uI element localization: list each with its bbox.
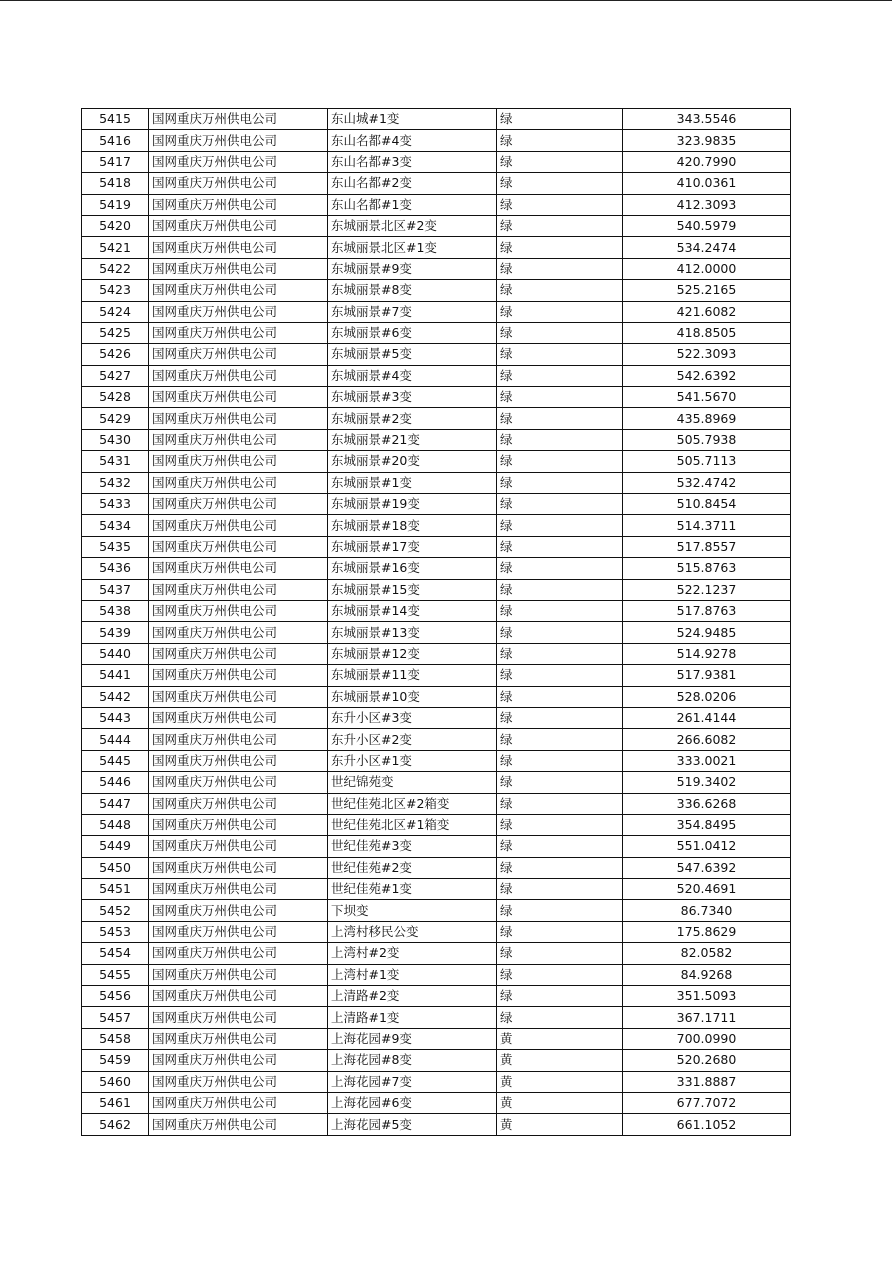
transformer-name-cell: 世纪佳苑北区#1箱变 — [328, 814, 497, 835]
row-number-cell: 5440 — [82, 643, 149, 664]
company-cell: 国网重庆万州供电公司 — [149, 387, 328, 408]
transformer-name-cell: 东城丽景#10变 — [328, 686, 497, 707]
table-row — [82, 494, 791, 515]
row-number-cell: 5439 — [82, 622, 149, 643]
status-level-cell: 黄 — [497, 1028, 623, 1049]
value-cell: 534.2474 — [623, 237, 791, 258]
value-cell: 367.1711 — [623, 1007, 791, 1028]
row-number-cell: 5428 — [82, 387, 149, 408]
company-cell: 国网重庆万州供电公司 — [149, 879, 328, 900]
row-number-cell: 5461 — [82, 1092, 149, 1113]
value-cell: 412.0000 — [623, 258, 791, 279]
transformer-name-cell: 上湾村移民公变 — [328, 921, 497, 942]
transformer-name-cell: 上海花园#6变 — [328, 1092, 497, 1113]
table-row — [82, 836, 791, 857]
transformer-name-cell: 东城丽景#11变 — [328, 665, 497, 686]
status-level-cell: 绿 — [497, 194, 623, 215]
transformer-name-cell: 东升小区#3变 — [328, 707, 497, 728]
row-number-cell: 5423 — [82, 280, 149, 301]
status-level-cell: 绿 — [497, 215, 623, 236]
status-level-cell: 绿 — [497, 943, 623, 964]
status-level-cell: 绿 — [497, 729, 623, 750]
row-number-cell: 5425 — [82, 322, 149, 343]
value-cell: 82.0582 — [623, 943, 791, 964]
row-number-cell: 5416 — [82, 130, 149, 151]
value-cell: 528.0206 — [623, 686, 791, 707]
transformer-name-cell: 东城丽景#6变 — [328, 322, 497, 343]
company-cell: 国网重庆万州供电公司 — [149, 1092, 328, 1113]
value-cell: 418.8505 — [623, 322, 791, 343]
table-row — [82, 365, 791, 386]
company-cell: 国网重庆万州供电公司 — [149, 750, 328, 771]
status-level-cell: 绿 — [497, 151, 623, 172]
company-cell: 国网重庆万州供电公司 — [149, 130, 328, 151]
company-cell: 国网重庆万州供电公司 — [149, 194, 328, 215]
table-row — [82, 707, 791, 728]
row-number-cell: 5441 — [82, 665, 149, 686]
value-cell: 343.5546 — [623, 109, 791, 130]
value-cell: 540.5979 — [623, 215, 791, 236]
row-number-cell: 5424 — [82, 301, 149, 322]
company-cell: 国网重庆万州供电公司 — [149, 836, 328, 857]
transformer-name-cell: 东城丽景#18变 — [328, 515, 497, 536]
company-cell: 国网重庆万州供电公司 — [149, 600, 328, 621]
transformer-name-cell: 东城丽景#20变 — [328, 451, 497, 472]
transformer-name-cell: 上海花园#5变 — [328, 1114, 497, 1135]
table-row — [82, 1007, 791, 1028]
value-cell: 410.0361 — [623, 173, 791, 194]
company-cell: 国网重庆万州供电公司 — [149, 472, 328, 493]
status-level-cell: 绿 — [497, 558, 623, 579]
status-level-cell: 绿 — [497, 579, 623, 600]
status-level-cell: 绿 — [497, 237, 623, 258]
transformer-name-cell: 上清路#1变 — [328, 1007, 497, 1028]
table-row — [82, 921, 791, 942]
transformer-name-cell: 世纪佳苑#1变 — [328, 879, 497, 900]
table-row — [82, 322, 791, 343]
transformer-name-cell: 上清路#2变 — [328, 986, 497, 1007]
row-number-cell: 5452 — [82, 900, 149, 921]
status-level-cell: 黄 — [497, 1092, 623, 1113]
status-level-cell: 绿 — [497, 707, 623, 728]
table-row — [82, 643, 791, 664]
table-row — [82, 986, 791, 1007]
company-cell: 国网重庆万州供电公司 — [149, 558, 328, 579]
row-number-cell: 5455 — [82, 964, 149, 985]
status-level-cell: 绿 — [497, 772, 623, 793]
status-level-cell: 绿 — [497, 301, 623, 322]
status-level-cell: 绿 — [497, 814, 623, 835]
company-cell: 国网重庆万州供电公司 — [149, 109, 328, 130]
table-row — [82, 515, 791, 536]
value-cell: 421.6082 — [623, 301, 791, 322]
transformer-name-cell: 上海花园#8变 — [328, 1050, 497, 1071]
value-cell: 333.0021 — [623, 750, 791, 771]
status-level-cell: 绿 — [497, 109, 623, 130]
value-cell: 547.6392 — [623, 857, 791, 878]
table-row — [82, 130, 791, 151]
company-cell: 国网重庆万州供电公司 — [149, 344, 328, 365]
table-row — [82, 879, 791, 900]
company-cell: 国网重庆万州供电公司 — [149, 301, 328, 322]
transformer-name-cell: 东山名都#4变 — [328, 130, 497, 151]
transformer-name-cell: 东城丽景#5变 — [328, 344, 497, 365]
transformer-name-cell: 下坝变 — [328, 900, 497, 921]
transformer-name-cell: 东城丽景#13变 — [328, 622, 497, 643]
row-number-cell: 5459 — [82, 1050, 149, 1071]
value-cell: 700.0990 — [623, 1028, 791, 1049]
value-cell: 541.5670 — [623, 387, 791, 408]
status-level-cell: 绿 — [497, 322, 623, 343]
row-number-cell: 5433 — [82, 494, 149, 515]
status-level-cell: 绿 — [497, 986, 623, 1007]
transformer-name-cell: 上湾村#1变 — [328, 964, 497, 985]
value-cell: 677.7072 — [623, 1092, 791, 1113]
table-row — [82, 686, 791, 707]
status-level-cell: 绿 — [497, 451, 623, 472]
table-row — [82, 258, 791, 279]
table-row — [82, 558, 791, 579]
row-number-cell: 5458 — [82, 1028, 149, 1049]
table-row — [82, 536, 791, 557]
row-number-cell: 5449 — [82, 836, 149, 857]
value-cell: 412.3093 — [623, 194, 791, 215]
value-cell: 517.8557 — [623, 536, 791, 557]
company-cell: 国网重庆万州供电公司 — [149, 215, 328, 236]
company-cell: 国网重庆万州供电公司 — [149, 173, 328, 194]
row-number-cell: 5438 — [82, 600, 149, 621]
row-number-cell: 5435 — [82, 536, 149, 557]
status-level-cell: 绿 — [497, 1007, 623, 1028]
table-row — [82, 772, 791, 793]
company-cell: 国网重庆万州供电公司 — [149, 814, 328, 835]
value-cell: 420.7990 — [623, 151, 791, 172]
table-row — [82, 1092, 791, 1113]
company-cell: 国网重庆万州供电公司 — [149, 665, 328, 686]
status-level-cell: 绿 — [497, 665, 623, 686]
company-cell: 国网重庆万州供电公司 — [149, 151, 328, 172]
table-row — [82, 750, 791, 771]
table-row — [82, 857, 791, 878]
value-cell: 351.5093 — [623, 986, 791, 1007]
status-level-cell: 绿 — [497, 387, 623, 408]
transformer-name-cell: 世纪佳苑北区#2箱变 — [328, 793, 497, 814]
status-level-cell: 绿 — [497, 173, 623, 194]
row-number-cell: 5457 — [82, 1007, 149, 1028]
company-cell: 国网重庆万州供电公司 — [149, 729, 328, 750]
value-cell: 505.7938 — [623, 429, 791, 450]
status-level-cell: 绿 — [497, 472, 623, 493]
value-cell: 261.4144 — [623, 707, 791, 728]
value-cell: 323.9835 — [623, 130, 791, 151]
company-cell: 国网重庆万州供电公司 — [149, 408, 328, 429]
row-number-cell: 5415 — [82, 109, 149, 130]
status-level-cell: 绿 — [497, 408, 623, 429]
company-cell: 国网重庆万州供电公司 — [149, 536, 328, 557]
status-level-cell: 绿 — [497, 600, 623, 621]
value-cell: 515.8763 — [623, 558, 791, 579]
value-cell: 522.3093 — [623, 344, 791, 365]
table-row — [82, 943, 791, 964]
company-cell: 国网重庆万州供电公司 — [149, 857, 328, 878]
status-level-cell: 黄 — [497, 1050, 623, 1071]
row-number-cell: 5437 — [82, 579, 149, 600]
status-level-cell: 绿 — [497, 836, 623, 857]
row-number-cell: 5434 — [82, 515, 149, 536]
value-cell: 551.0412 — [623, 836, 791, 857]
company-cell: 国网重庆万州供电公司 — [149, 793, 328, 814]
row-number-cell: 5421 — [82, 237, 149, 258]
value-cell: 510.8454 — [623, 494, 791, 515]
table-row — [82, 194, 791, 215]
value-cell: 517.8763 — [623, 600, 791, 621]
value-cell: 520.2680 — [623, 1050, 791, 1071]
row-number-cell: 5418 — [82, 173, 149, 194]
table-row — [82, 622, 791, 643]
transformer-name-cell: 东城丽景#7变 — [328, 301, 497, 322]
value-cell: 522.1237 — [623, 579, 791, 600]
transformer-name-cell: 东城丽景#4变 — [328, 365, 497, 386]
status-level-cell: 绿 — [497, 365, 623, 386]
table-row — [82, 215, 791, 236]
table-row — [82, 429, 791, 450]
value-cell: 524.9485 — [623, 622, 791, 643]
value-cell: 542.6392 — [623, 365, 791, 386]
company-cell: 国网重庆万州供电公司 — [149, 772, 328, 793]
status-level-cell: 绿 — [497, 130, 623, 151]
transformer-name-cell: 东城丽景北区#1变 — [328, 237, 497, 258]
row-number-cell: 5427 — [82, 365, 149, 386]
status-level-cell: 绿 — [497, 686, 623, 707]
table-row — [82, 814, 791, 835]
table-row — [82, 900, 791, 921]
table-row — [82, 344, 791, 365]
company-cell: 国网重庆万州供电公司 — [149, 1071, 328, 1092]
value-cell: 661.1052 — [623, 1114, 791, 1135]
value-cell: 84.9268 — [623, 964, 791, 985]
row-number-cell: 5446 — [82, 772, 149, 793]
company-cell: 国网重庆万州供电公司 — [149, 515, 328, 536]
company-cell: 国网重庆万州供电公司 — [149, 1028, 328, 1049]
status-level-cell: 绿 — [497, 515, 623, 536]
row-number-cell: 5429 — [82, 408, 149, 429]
transformer-name-cell: 东城丽景#21变 — [328, 429, 497, 450]
transformer-name-cell: 东城丽景#2变 — [328, 408, 497, 429]
row-number-cell: 5422 — [82, 258, 149, 279]
company-cell: 国网重庆万州供电公司 — [149, 494, 328, 515]
value-cell: 519.3402 — [623, 772, 791, 793]
table-row — [82, 151, 791, 172]
transformer-name-cell: 东城丽景#12变 — [328, 643, 497, 664]
status-level-cell: 绿 — [497, 964, 623, 985]
transformer-name-cell: 东山城#1变 — [328, 109, 497, 130]
table-row — [82, 237, 791, 258]
row-number-cell: 5451 — [82, 879, 149, 900]
row-number-cell: 5454 — [82, 943, 149, 964]
company-cell: 国网重庆万州供电公司 — [149, 707, 328, 728]
table-row — [82, 1071, 791, 1092]
table-row — [82, 1114, 791, 1135]
row-number-cell: 5419 — [82, 194, 149, 215]
status-level-cell: 绿 — [497, 344, 623, 365]
transformer-name-cell: 东城丽景#3变 — [328, 387, 497, 408]
value-cell: 336.6268 — [623, 793, 791, 814]
value-cell: 266.6082 — [623, 729, 791, 750]
row-number-cell: 5448 — [82, 814, 149, 835]
company-cell: 国网重庆万州供电公司 — [149, 579, 328, 600]
row-number-cell: 5430 — [82, 429, 149, 450]
table-row — [82, 280, 791, 301]
row-number-cell: 5442 — [82, 686, 149, 707]
table-row — [82, 964, 791, 985]
company-cell: 国网重庆万州供电公司 — [149, 622, 328, 643]
row-number-cell: 5450 — [82, 857, 149, 878]
transformer-name-cell: 东山名都#3变 — [328, 151, 497, 172]
transformer-table — [81, 108, 791, 1136]
transformer-name-cell: 东城丽景#9变 — [328, 258, 497, 279]
company-cell: 国网重庆万州供电公司 — [149, 943, 328, 964]
value-cell: 525.2165 — [623, 280, 791, 301]
transformer-name-cell: 世纪佳苑#2变 — [328, 857, 497, 878]
transformer-name-cell: 东城丽景#17变 — [328, 536, 497, 557]
company-cell: 国网重庆万州供电公司 — [149, 900, 328, 921]
company-cell: 国网重庆万州供电公司 — [149, 1007, 328, 1028]
company-cell: 国网重庆万州供电公司 — [149, 280, 328, 301]
table-row — [82, 472, 791, 493]
row-number-cell: 5426 — [82, 344, 149, 365]
value-cell: 435.8969 — [623, 408, 791, 429]
transformer-name-cell: 世纪锦苑变 — [328, 772, 497, 793]
company-cell: 国网重庆万州供电公司 — [149, 1114, 328, 1135]
table-row — [82, 665, 791, 686]
table-row — [82, 579, 791, 600]
transformer-name-cell: 东城丽景#16变 — [328, 558, 497, 579]
status-level-cell: 黄 — [497, 1071, 623, 1092]
transformer-name-cell: 东城丽景#8变 — [328, 280, 497, 301]
company-cell: 国网重庆万州供电公司 — [149, 643, 328, 664]
table-row — [82, 387, 791, 408]
value-cell: 354.8495 — [623, 814, 791, 835]
table-row — [82, 1028, 791, 1049]
table-row — [82, 729, 791, 750]
transformer-name-cell: 世纪佳苑#3变 — [328, 836, 497, 857]
row-number-cell: 5444 — [82, 729, 149, 750]
transformer-name-cell: 东山名都#1变 — [328, 194, 497, 215]
row-number-cell: 5436 — [82, 558, 149, 579]
company-cell: 国网重庆万州供电公司 — [149, 365, 328, 386]
company-cell: 国网重庆万州供电公司 — [149, 451, 328, 472]
status-level-cell: 绿 — [497, 258, 623, 279]
company-cell: 国网重庆万州供电公司 — [149, 964, 328, 985]
status-level-cell: 绿 — [497, 857, 623, 878]
transformer-name-cell: 东城丽景#14变 — [328, 600, 497, 621]
status-level-cell: 绿 — [497, 750, 623, 771]
row-number-cell: 5432 — [82, 472, 149, 493]
status-level-cell: 绿 — [497, 494, 623, 515]
status-level-cell: 黄 — [497, 1114, 623, 1135]
row-number-cell: 5453 — [82, 921, 149, 942]
row-number-cell: 5443 — [82, 707, 149, 728]
status-level-cell: 绿 — [497, 793, 623, 814]
status-level-cell: 绿 — [497, 280, 623, 301]
row-number-cell: 5456 — [82, 986, 149, 1007]
transformer-name-cell: 东城丽景#1变 — [328, 472, 497, 493]
transformer-name-cell: 上海花园#9变 — [328, 1028, 497, 1049]
page-top-border — [0, 0, 892, 1]
table-row — [82, 793, 791, 814]
status-level-cell: 绿 — [497, 429, 623, 450]
value-cell: 520.4691 — [623, 879, 791, 900]
row-number-cell: 5447 — [82, 793, 149, 814]
transformer-name-cell: 东升小区#2变 — [328, 729, 497, 750]
row-number-cell: 5445 — [82, 750, 149, 771]
value-cell: 532.4742 — [623, 472, 791, 493]
row-number-cell: 5462 — [82, 1114, 149, 1135]
transformer-name-cell: 东山名都#2变 — [328, 173, 497, 194]
status-level-cell: 绿 — [497, 643, 623, 664]
value-cell: 514.3711 — [623, 515, 791, 536]
transformer-name-cell: 上海花园#7变 — [328, 1071, 497, 1092]
value-cell: 331.8887 — [623, 1071, 791, 1092]
transformer-name-cell: 上湾村#2变 — [328, 943, 497, 964]
company-cell: 国网重庆万州供电公司 — [149, 322, 328, 343]
status-level-cell: 绿 — [497, 921, 623, 942]
table-row — [82, 451, 791, 472]
table-row — [82, 301, 791, 322]
value-cell: 514.9278 — [623, 643, 791, 664]
value-cell: 505.7113 — [623, 451, 791, 472]
transformer-name-cell: 东升小区#1变 — [328, 750, 497, 771]
company-cell: 国网重庆万州供电公司 — [149, 986, 328, 1007]
table-body — [82, 109, 791, 1136]
table-row — [82, 109, 791, 130]
table-row — [82, 173, 791, 194]
status-level-cell: 绿 — [497, 879, 623, 900]
row-number-cell: 5420 — [82, 215, 149, 236]
table-row — [82, 600, 791, 621]
row-number-cell: 5417 — [82, 151, 149, 172]
transformer-name-cell: 东城丽景#19变 — [328, 494, 497, 515]
status-level-cell: 绿 — [497, 536, 623, 557]
row-number-cell: 5431 — [82, 451, 149, 472]
company-cell: 国网重庆万州供电公司 — [149, 686, 328, 707]
company-cell: 国网重庆万州供电公司 — [149, 258, 328, 279]
transformer-name-cell: 东城丽景北区#2变 — [328, 215, 497, 236]
status-level-cell: 绿 — [497, 900, 623, 921]
company-cell: 国网重庆万州供电公司 — [149, 429, 328, 450]
value-cell: 175.8629 — [623, 921, 791, 942]
status-level-cell: 绿 — [497, 622, 623, 643]
transformer-name-cell: 东城丽景#15变 — [328, 579, 497, 600]
table-row — [82, 1050, 791, 1071]
company-cell: 国网重庆万州供电公司 — [149, 1050, 328, 1071]
table-row — [82, 408, 791, 429]
value-cell: 517.9381 — [623, 665, 791, 686]
row-number-cell: 5460 — [82, 1071, 149, 1092]
company-cell: 国网重庆万州供电公司 — [149, 921, 328, 942]
value-cell: 86.7340 — [623, 900, 791, 921]
company-cell: 国网重庆万州供电公司 — [149, 237, 328, 258]
